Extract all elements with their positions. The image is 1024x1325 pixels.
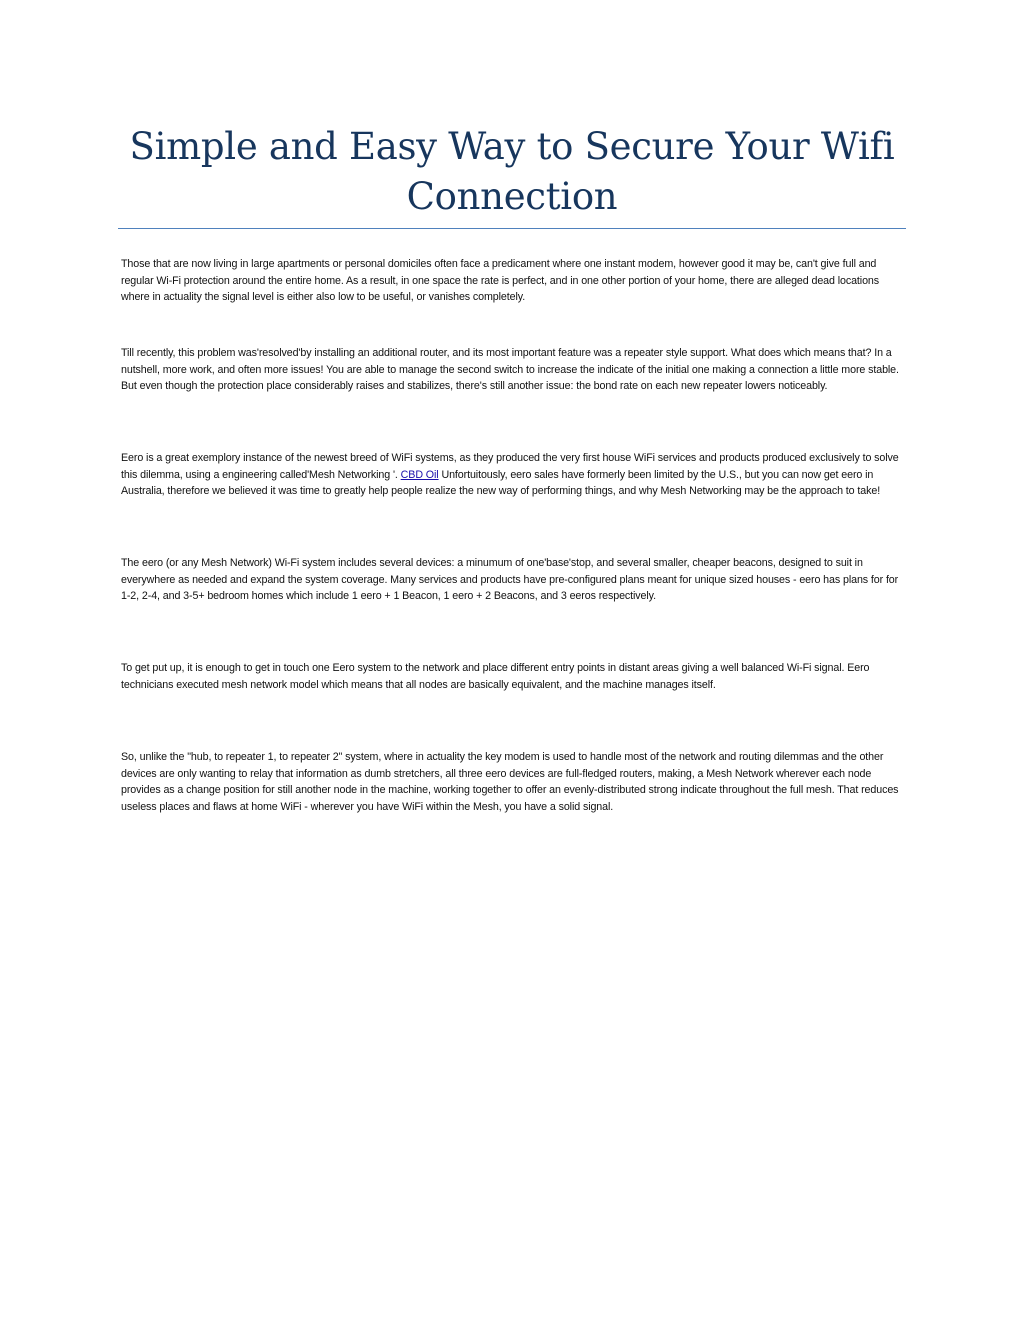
paragraph-6: So, unlike the "hub, to repeater 1, to repeater 2" system, where in actuality the key modem is used to handle most of the network and routing dilemmas and the other devices are only wanting to relay that information as dumb stretchers, all three eero devices are full-fledged routers, making, a Mesh Network wherever each node provides as a change position for still another node in the machine, working together to offer an evenly-distributed strong indicate throughout the full mesh. That reduces useless places and flaws at home WiFi - wherever you have WiFi within the Mesh, you have a solid signal. <box>121 751 899 813</box>
paragraph-2: Till recently, this problem was'resolved'by installing an additional router, and its most important feature was a repeater style support. What does which means that? In a nutshell, more work, and often more issues! You are able to manage the second switch to increase the indicate of the initial one making a connection a little more stable. But even though the protection place considerably raises and stabilizes, there's still another issue: the bond rate on each new repeater lowers noticeably. <box>121 347 899 392</box>
title-underline-divider <box>118 228 906 229</box>
cbd-oil-link[interactable]: CBD Oil <box>400 468 439 481</box>
paragraph-3-text-after-link: Unfortuitously, eero sales have formerly been limited by the U.S., but you can now get eero in Australia, therefore we believed it was time to greatly help people realize the new way of performing things, and why Mesh Networking may be the approach to take! <box>121 468 881 497</box>
paragraph-1: Those that are now living in large apartments or personal domiciles often face a predicament where one instant modem, however good it may be, can't give full and regular Wi-Fi protection around the entire home. As a result, in one space the rate is perfect, and in one other portion of your home, there are alleged dead locations where in actuality the signal level is either also low to be useful, or vanishes completely. <box>121 258 880 303</box>
paragraph-3 <box>121 450 903 500</box>
page-title: Simple and Easy Way to Secure Your Wifi Connection <box>129 125 895 218</box>
paragraph-5: To get put up, it is enough to get in touch one Eero system to the network and place different entry points in distant areas giving a well balanced Wi-Fi signal. Eero technicians executed mesh network model which means that all nodes are basically equivalent, and the machine manages itself. <box>121 662 870 691</box>
paragraph-4: The eero (or any Mesh Network) Wi-Fi system includes several devices: a minumum of one'base'stop, and several smaller, cheaper beacons, designed to suit in everywhere as needed and expand the system coverage. Many services and products have pre-configured plans meant for unique sized houses - eero has plans for for 1-2, 2-4, and 3-5+ bedroom homes which include 1 eero + 1 Beacon, 1 eero + 2 Beacons, and 3 eeros respectively. <box>121 557 899 602</box>
paragraph-3-text-before-link: Eero is a great exemplory instance of the newest breed of WiFi systems, as they produced the very first house WiFi services and products produced exclusively to solve this dilemma, using a engineering called'Mesh Networking '. <box>121 452 899 481</box>
